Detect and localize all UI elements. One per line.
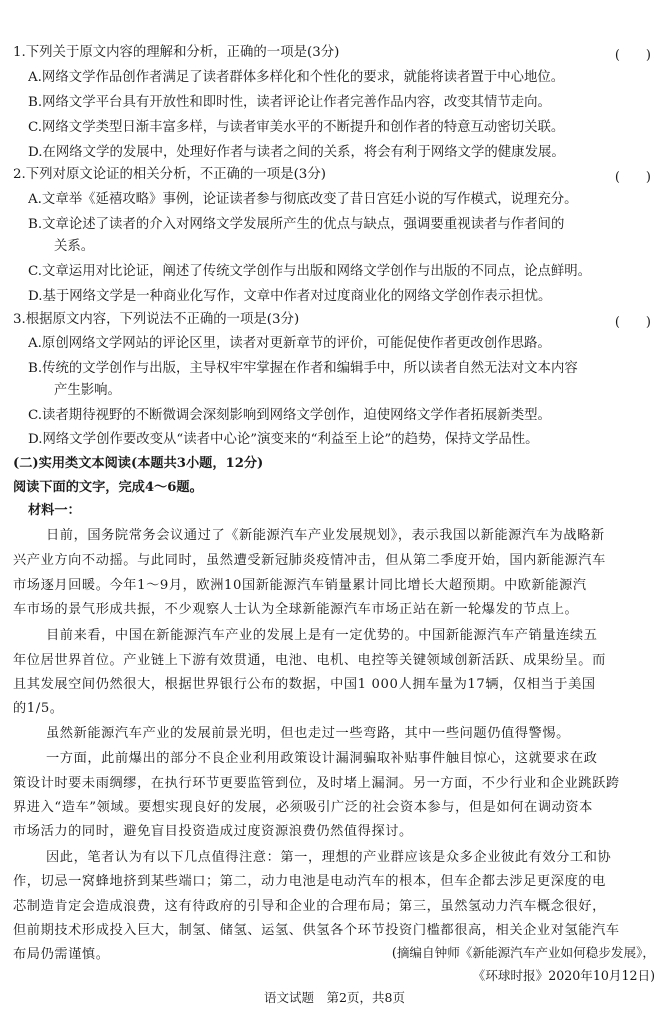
question-3-option-a: A.原创网络文学网站的评论区里，读者对更新章节的评价，可能促使作者更改创作思路。 <box>28 336 551 351</box>
passage-line: 布局仍需谨慎。 <box>13 947 110 962</box>
passage-line: 一方面，此前爆出的部分不良企业利用政策设计漏洞骗取补贴事件触目惊心，这就要求在政 <box>46 751 598 766</box>
passage-line: 虽然新能源汽车产业的发展前景光明，但也走过一些弯路，其中一些问题仍值得警惕。 <box>46 726 570 741</box>
passage-line: 且其发展空间仍然很大，根据世界银行公布的数据，中国1 000人拥车量为17辆，仅相当于美国 <box>13 677 596 692</box>
passage-line: 目前来看，中国在新能源汽车产业的发展上是有一定优势的。中国新能源汽车产销量连续五 <box>46 628 598 643</box>
question-2-option-b: B.文章论述了读者的介入对网络文学发展所产生的优点与缺点，强调要重视读者与作者间的 <box>28 217 565 232</box>
question-3-option-b-cont: 产生影响。 <box>54 383 121 398</box>
passage-line: 因此，笔者认为有以下几点值得注意：第一，理想的产业群应该是众多企业彼此有效分工和协 <box>46 850 612 865</box>
question-2-option-d: D.基于网络文学是一种商业化写作，文章中作者对过度商业化的网络文学创作表示担忧。 <box>28 289 552 304</box>
question-1-stem: 1.下列关于原文内容的理解和分析，正确的一项是(3分) <box>13 45 340 60</box>
passage-line: 日前，国务院常务会议通过了《新能源汽车产业发展规划》，表示我国以新能源汽车为战略新 <box>46 528 605 543</box>
passage-line: 但前期技术形成投入巨大，制氢、储氢、运氢、供氢各个环节投资门槛都很高，相关企业对氢能汽车 <box>13 923 620 938</box>
passage-line: 兴产业方向不动摇。与此同时，虽然遭受新冠肺炎疫情冲击，但从第二季度开始，国内新能源汽车 <box>13 553 606 568</box>
question-1-answer-bracket: ( ) <box>614 48 651 63</box>
question-3-option-b: B.传统的文学创作与出版，主导权牢牢掌握在作者和编辑手中，所以读者自然无法对文本内容 <box>28 361 578 376</box>
question-1-option-c: C.网络文学类型日渐丰富多样，与读者审美水平的不断提升和创作者的特意互动密切关联。 <box>28 120 565 135</box>
question-2-option-a: A.文章举《延禧攻略》事例，论证读者参与彻底改变了昔日宫廷小说的写作模式，说理充分。 <box>28 192 578 207</box>
passage-line: 策设计时要未雨绸缪，在执行环节更要监管到位，及时堵上漏洞。另一方面，不少行业和企业跳跃跨 <box>13 776 620 791</box>
question-3-option-d: D.网络文学创作要改变从“读者中心论”演变来的“利益至上论”的趋势，保持文学品性。 <box>28 432 539 447</box>
question-1-option-a: A.网络文学作品创作者满足了读者群体多样化和个性化的要求，就能将读者置于中心地位。 <box>28 70 565 85</box>
section-heading: (二)实用类文本阅读(本题共3小题，12分) <box>13 456 264 471</box>
material-label: 材料一： <box>28 503 81 518</box>
question-1-option-b: B.网络文学平台具有开放性和即时性，读者评论让作者完善作品内容，改变其情节走向。 <box>28 95 551 110</box>
passage-line: 的1/5。 <box>13 701 64 716</box>
question-2-stem: 2.下列对原文论证的相关分析，不正确的一项是(3分) <box>13 167 326 182</box>
question-3-stem: 3.根据原文内容，下列说法不正确的一项是(3分) <box>13 312 300 327</box>
section-instruction: 阅读下面的文字，完成4～6题。 <box>13 480 203 495</box>
page-footer: 语文试题 第2页，共8页 <box>264 990 405 1005</box>
passage-line: 市场活力的同时，避免盲目投资造成过度资源浪费仍然值得探讨。 <box>13 824 413 839</box>
passage-line: 年位居世界首位。产业链上下游有效贯通，电池、电机、电控等关键领域创新活跃、成果纷呈。而 <box>13 653 606 668</box>
passage-line: 车市场的景气形成共振，不少观察人士认为全球新能源汽车市场正站在新一轮爆发的节点上。 <box>13 602 579 617</box>
passage-line: 芯制造肯定会造成浪费，这有待政府的引导和企业的合理布局；第三，虽然氢动力汽车概念很好， <box>13 899 606 914</box>
question-2-option-b-cont: 关系。 <box>54 239 95 254</box>
question-2-answer-bracket: ( ) <box>614 170 651 185</box>
passage-line: 界进入“造车”领域。要想实现良好的发展，必须吸引广泛的社会资本参与，但是如何在调动资本 <box>13 800 593 815</box>
question-1-option-d: D.在网络文学的发展中，处理好作者与读者之间的关系，将会有利于网络文学的健康发展。 <box>28 145 565 160</box>
question-2-option-c: C.文章运用对比论证，阐述了传统文学创作与出版和网络文学创作与出版的不同点，论点鲜明。 <box>28 264 592 279</box>
question-3-answer-bracket: ( ) <box>614 315 651 330</box>
passage-line: 作，切忌一窝蜂地挤到某些端口；第二，动力电池是电动汽车的根本，但车企都去涉足更深度的电 <box>13 874 606 889</box>
question-3-option-c: C.读者期待视野的不断微调会深刻影响到网络文学创作，迫使网络文学作者拓展新类型。 <box>28 408 551 423</box>
source-citation-line-2: 《环球时报》2020年10月12日) <box>472 968 655 983</box>
passage-line: 市场逐月回暖。今年1～9月，欧洲10国新能源汽车销量累计同比增长大超预期。中欧新能源汽 <box>13 578 587 593</box>
source-citation-line-1: (摘编自钟师《新能源汽车产业如何稳步发展》， <box>391 945 655 960</box>
